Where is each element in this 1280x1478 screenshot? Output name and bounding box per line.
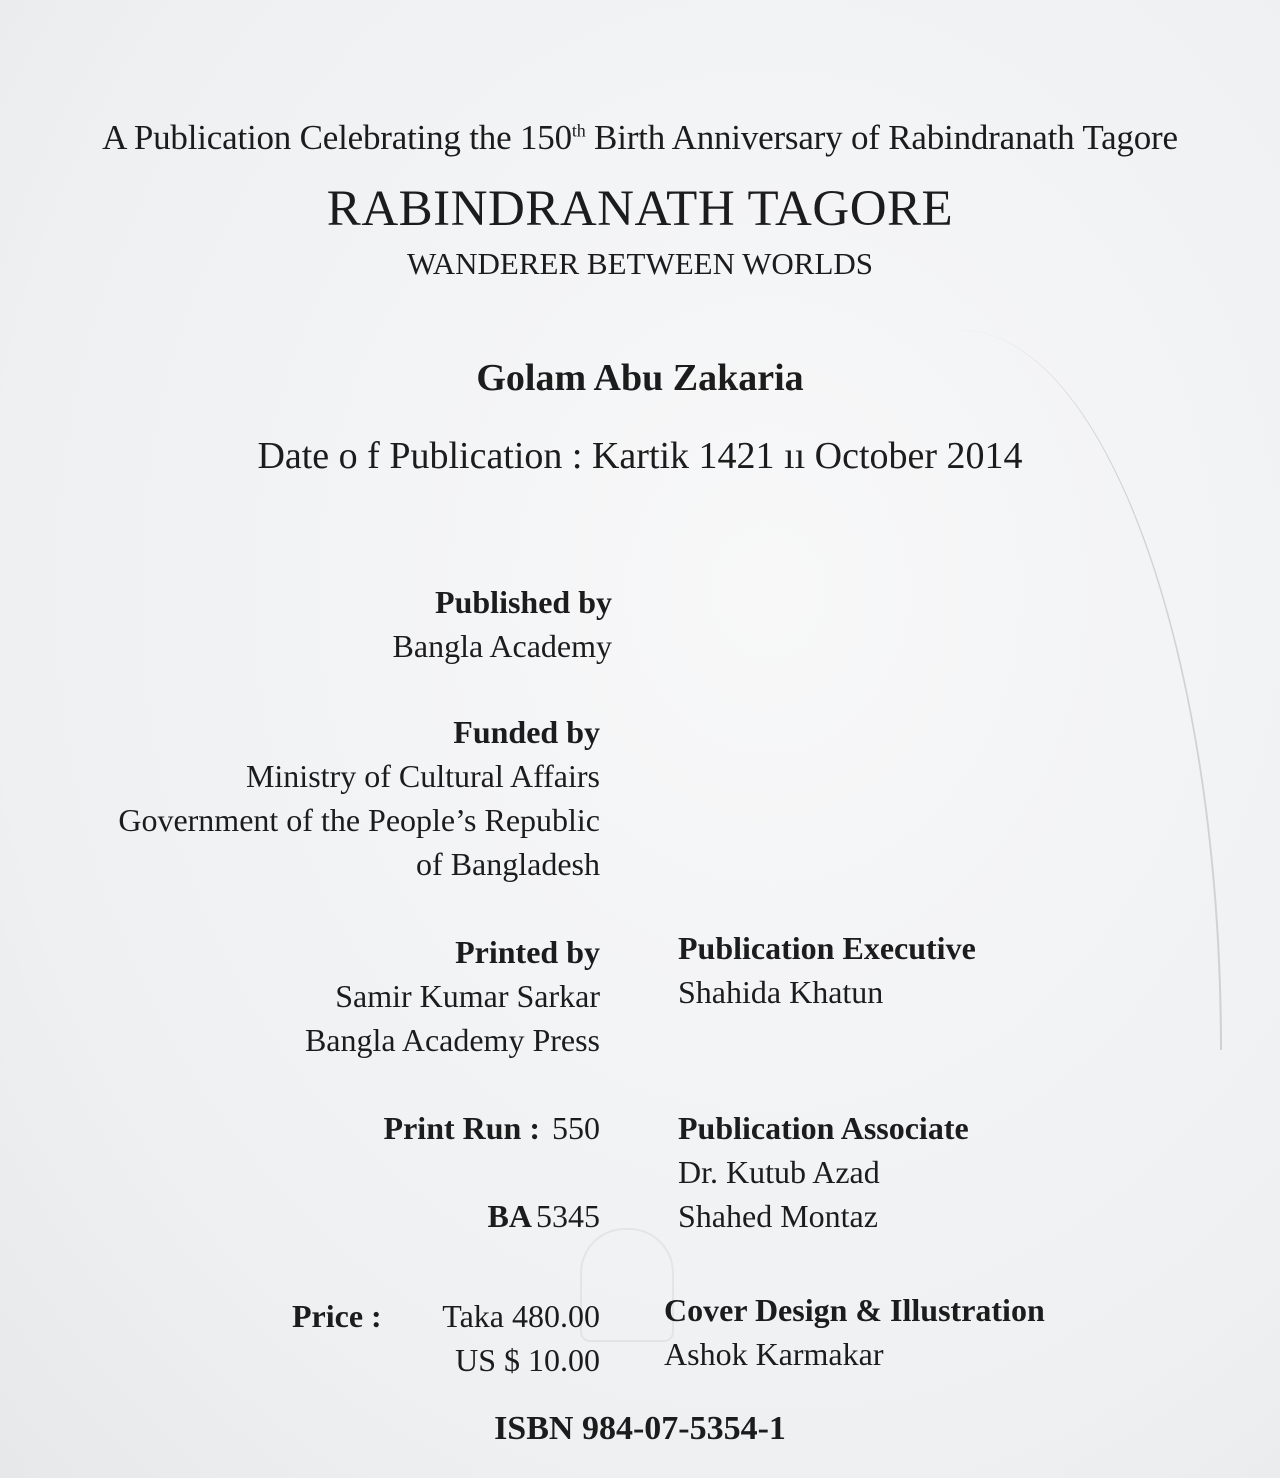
strapline-superscript: th: [571, 120, 586, 141]
funded-by-line-2: Government of the People’s Republic: [118, 802, 600, 838]
book-title: RABINDRANATH TAGORE: [326, 181, 954, 237]
publication-associate-label: Publication Associate: [678, 1110, 969, 1146]
print-run-value: 550: [552, 1110, 600, 1146]
printed-by-label: Printed by: [455, 934, 600, 970]
print-run-label: Print Run :: [383, 1110, 540, 1146]
publication-executive-block: [678, 926, 976, 1014]
cover-design-value: Ashok Karmakar: [664, 1336, 884, 1372]
publication-associate-block: [678, 1106, 969, 1238]
funded-by-label: Funded by: [453, 714, 600, 750]
funded-by-line-1: Ministry of Cultural Affairs: [245, 758, 600, 794]
printed-by-line-2: Bangla Academy Press: [304, 1022, 600, 1058]
publication-associate-line-1: Dr. Kutub Azad: [678, 1154, 880, 1190]
published-by-block: [393, 580, 612, 668]
publication-executive-value: Shahida Khatun: [678, 974, 884, 1010]
published-by-value: Bangla Academy: [392, 628, 612, 664]
strapline-text: A Publication Celebrating the 150: [102, 118, 572, 157]
publication-date: Date o f Publication : Kartik 1421 ıı October 2014: [257, 435, 1023, 477]
price-usd: US $ 10.00: [455, 1342, 600, 1378]
isbn-number: ISBN 984-07-5354-1: [494, 1410, 786, 1447]
ba-value: 5345: [536, 1198, 600, 1234]
publication-executive-label: Publication Executive: [678, 930, 976, 966]
price-taka: Taka 480.00: [442, 1298, 600, 1334]
ba-label: BA: [487, 1198, 532, 1234]
ba-number-block: [488, 1198, 600, 1235]
cover-design-block: [664, 1288, 1045, 1376]
publication-associate-line-2: Shahed Montaz: [678, 1198, 878, 1234]
funded-by-block: [118, 710, 600, 886]
print-run-block: [384, 1110, 600, 1147]
printed-by-block: [305, 930, 600, 1062]
published-by-label: Published by: [435, 584, 612, 620]
strapline-text-end: Birth Anniversary of Rabindranath Tagore: [585, 118, 1178, 157]
cover-design-label: Cover Design & Illustration: [664, 1292, 1045, 1328]
book-subtitle: WANDERER BETWEEN WORLDS: [406, 246, 874, 281]
author-name: Golam Abu Zakaria: [476, 357, 804, 399]
publication-strapline: [0, 118, 1280, 158]
funded-by-line-3: of Bangladesh: [416, 846, 600, 882]
price-label: Price :: [292, 1298, 382, 1334]
printed-by-line-1: Samir Kumar Sarkar: [335, 978, 600, 1014]
